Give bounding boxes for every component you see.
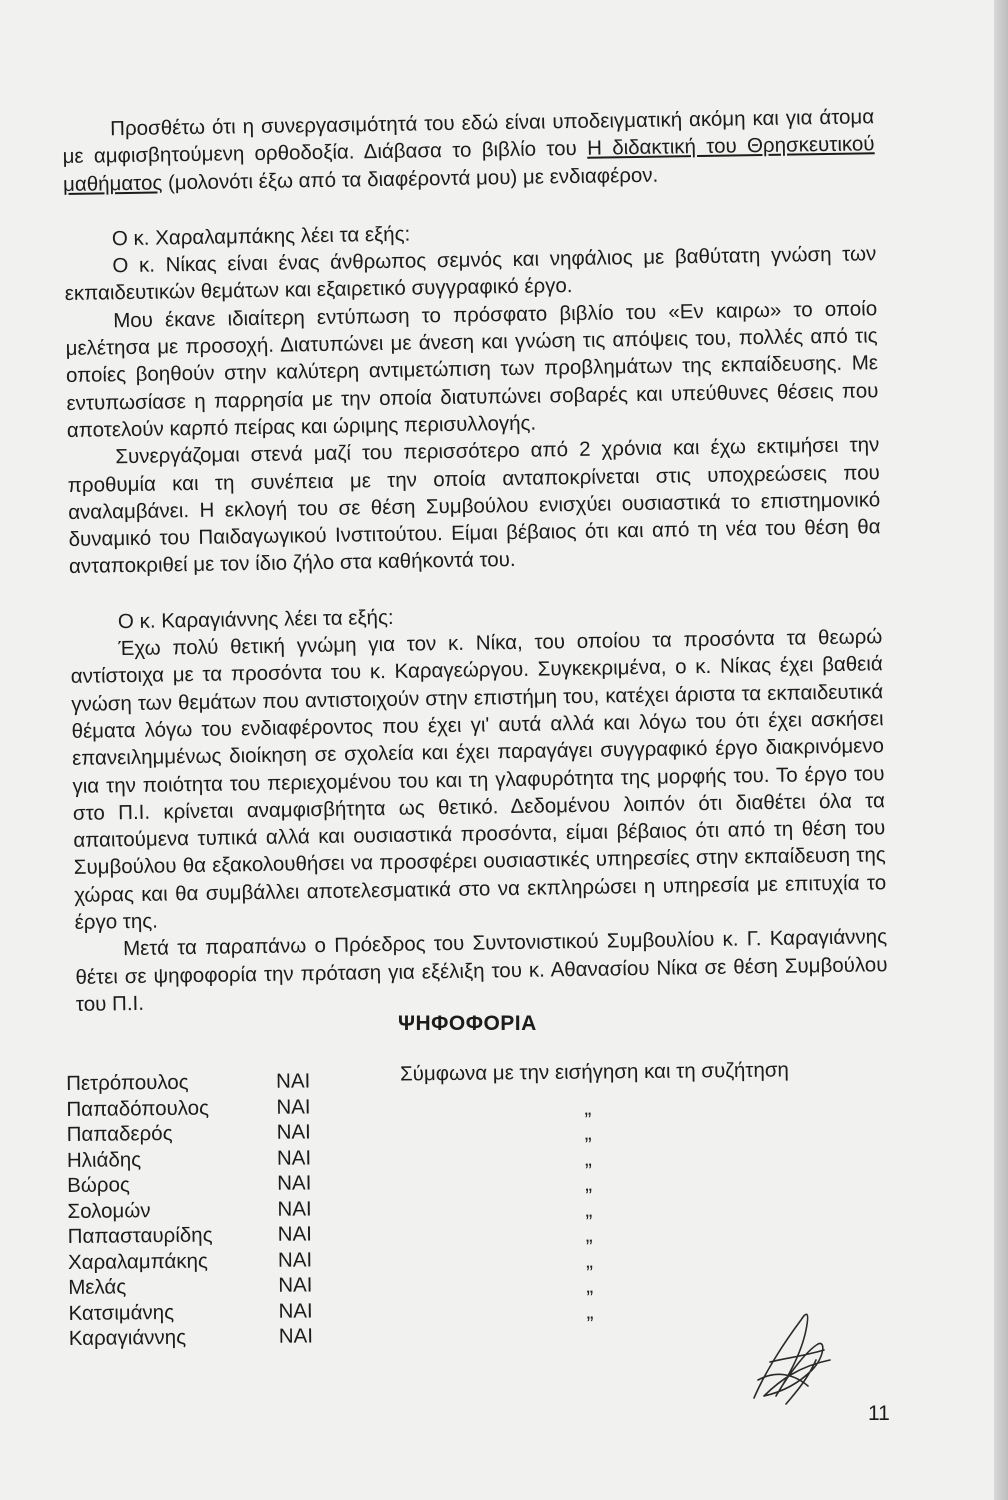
vote-value: ΝΑΙ: [276, 1120, 311, 1144]
text-run: Μετά τα παραπάνω ο Πρόεδρος του Συντονιστικού Συμβουλίου κ. Γ. Καραγιάννης θέτει σε ψηφοφορία την πρόταση για εξέλιξη του κ. Αθανασίου Νίκα σε θέση Συμβούλου του Π.Ι.: [75, 925, 888, 1016]
voter-name: Παπασταυρίδης: [67, 1223, 213, 1248]
vote-table: [66, 1058, 839, 1353]
vote-value: ΝΑΙ: [277, 1196, 312, 1221]
text-run: Έχω πολύ θετική γνώμη για τον κ. Νίκα, του οποίου τα προσόντα τα θεωρώ αντίστοιχα με τα προσόντα του κ. Καραγεώργου. Συγκεκριμένα, ο κ. Νίκας έχει βαθειά γνώση των θεμάτων που αντιστοιχούν στην επιστήμη του, κατέχει άριστα τα εκπαιδευτικά θέματα λόγω του ενδιαφέροντος που έχει γι' αυτά αλλά και λόγω του ότι έχει ασκήσει επανειλημμένως διοίκηση σε σχολεία και έχει παραγάγει συγγραφικό έργο διακρινόμενο για την ποιότητα του περιεχομένου του και τη γλαφυρότητα της μορφής του. Το έργο του στο Π.Ι. κρίνεται αναμφισβήτητα ως θετικό. Δεδομένου λοιπόν ότι διαθέτει όλα τα απαιτούμενα τυπικά αλλά και ουσιαστικά προσόντα, είμαι βέβαιος ότι από τη θέση του Συμβούλου θα εξακολουθήσει να προσφέρει ουσιαστικές υπηρεσίες στην εκπαίδευση της χώρας και θα συμβάλλει αποτελεσματικά στο να εκπληρώσει η υπηρεσία με επιτυχία το έργο της.: [70, 625, 887, 934]
body-text: [62, 103, 888, 1018]
text-run: (μολονότι έξω από τα διαφέροντά μου) με ενδιαφέρον.: [162, 163, 659, 195]
paragraph: [65, 295, 879, 444]
page-edge: [994, 0, 1008, 1500]
paragraph: [67, 431, 881, 580]
ditto-mark: „: [585, 1197, 593, 1222]
book-title: Η διδακτική του Θρησκευτικού μαθήματος: [62, 132, 875, 196]
voter-name: Παπαδερός: [66, 1121, 173, 1146]
text-run: Συνεργάζομαι στενά μαζί του περισσότερο από 2 χρόνια και έχω εκτιμήσει την προθυμία και τη συνέπεια με την οποία ανταποκρίνεται στις υποχρεώσεις που αναλαμβάνει. Η εκλογή του σε θέση Συμβούλου ενισχύει ουσιαστικά το επιστημονικό δυναμικό του Παιδαγωγικού Ινστιτούτου. Είμαι βέβαιος ότι και από τη νέα του θέση θα ανταποκριθεί με τον ίδιο ζήλο στα καθήκοντά του.: [67, 433, 881, 579]
paragraph: [75, 923, 888, 1018]
vote-value: ΝΑΙ: [276, 1145, 312, 1170]
voter-name: Σολομών: [67, 1198, 151, 1223]
signature-icon: [746, 1300, 836, 1410]
voter-name: Ηλιάδης: [66, 1147, 142, 1172]
paragraph: [70, 623, 887, 936]
voter-name: Πετρόπουλος: [66, 1070, 189, 1095]
ditto-mark: „: [585, 1223, 593, 1247]
ditto-mark: „: [586, 1299, 594, 1324]
vote-value: ΝΑΙ: [277, 1171, 312, 1195]
vote-value: ΝΑΙ: [278, 1298, 313, 1323]
voter-name: Βώρος: [67, 1173, 130, 1197]
vote-value: ΝΑΙ: [276, 1094, 311, 1119]
voter-name: Παπαδόπουλος: [66, 1096, 210, 1121]
voter-name: Καραγιάννης: [68, 1325, 187, 1350]
vote-value: ΝΑΙ: [278, 1324, 314, 1348]
ditto-mark: „: [584, 1096, 592, 1120]
page-number: 11: [868, 1402, 890, 1425]
vote-value: ΝΑΙ: [277, 1247, 313, 1272]
text-run: Προσθέτω ότι η συνεργασιμότητά του εδώ είναι υποδειγματική ακόμη και για άτομα με αμφισβητούμενη ορθοδοξία. Διάβασα το βιβλίο του: [62, 105, 875, 169]
text-run: Ο κ. Νίκας είναι ένας άνθρωπος σεμνός και νηφάλιος με βαθύτατη γνώση των εκπαιδευτικών θεμάτων και εξαιρετικό συγγραφικό έργο.: [64, 242, 877, 306]
vote-value: ΝΑΙ: [277, 1222, 313, 1246]
voter-name: Μελάς: [68, 1275, 127, 1299]
text-run: Μου έκανε ιδιαίτερη εντύπωση το πρόσφατο βιβλίο του «Εν καιρω» το οποίο μελέτησα με προσοχή. Διατυπώνει με άνεση και γνώση τις απόψεις του, πολλές από τις οποίες βοηθούν στην καλύτερη αντιμετώπιση των προβλημάτων της εκπαίδευσης. Με εντυπωσίασε η παρρησία με την οποία διατυπώνει σοβαρές και υπεύθυνες θέσεις που αποτελούν καρπό πείρας και ώριμης περισυλλογής.: [65, 297, 879, 442]
vote-remark: Σύμφωνα με την εισήγηση και τη συζήτηση: [399, 1058, 789, 1086]
ditto-mark: „: [584, 1121, 592, 1145]
voter-name: Κατσιμάνης: [68, 1300, 175, 1325]
ditto-mark: „: [585, 1248, 593, 1273]
text-run: Ο κ. Χαραλαμπάκης λέει τα εξής:: [111, 222, 411, 251]
paragraph: [62, 103, 875, 198]
ditto-mark: „: [585, 1172, 593, 1196]
text-run: Ο κ. Καραγιάννης λέει τα εξής:: [117, 605, 394, 633]
vote-title: ΨΗΦΟΦΟΡΙΑ: [398, 1012, 537, 1035]
vote-value: ΝΑΙ: [275, 1069, 311, 1093]
vote-value: ΝΑΙ: [278, 1273, 313, 1297]
ditto-mark: „: [584, 1146, 592, 1171]
voter-name: Χαραλαμπάκης: [67, 1249, 208, 1274]
ditto-mark: „: [586, 1274, 594, 1298]
